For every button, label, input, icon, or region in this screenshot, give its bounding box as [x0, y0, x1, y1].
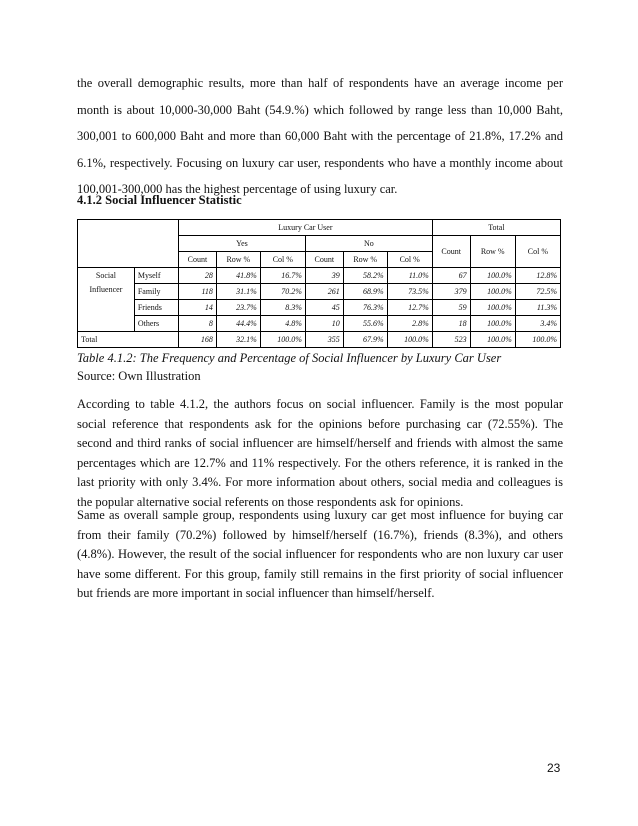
- row-label: Others: [134, 316, 178, 332]
- no-row-pct-cell: 76.3%: [343, 300, 387, 316]
- no-row-pct-cell: 58.2%: [343, 268, 387, 284]
- total-row-pct-cell: 100.0%: [470, 284, 515, 300]
- total-col-pct-cell: 11.3%: [515, 300, 560, 316]
- yes-col-pct-header: Col %: [260, 252, 305, 268]
- row-group-label-line-2: Influencer: [89, 285, 123, 294]
- table-row: [78, 316, 561, 332]
- yes-count-cell: 28: [179, 268, 217, 284]
- total-row-pct-cell: 100.0%: [470, 268, 515, 284]
- yes-col-pct-cell: 4.8%: [260, 316, 305, 332]
- no-col-pct-cell: 100.0%: [387, 332, 432, 348]
- no-col-pct-cell: 73.5%: [387, 284, 432, 300]
- yes-row-pct-cell: 23.7%: [216, 300, 260, 316]
- analysis-paragraph: According to table 4.1.2, the authors focus on social influencer. Family is the most popular social reference that respondents ask for the opinions before purchasing car (72.55%). The second and third ranks of social influencer are himself/herself and friends with almost the same percentages which are 12.7% and 11% respectively. For the others reference, it is ranked in the last priority with only 3.4%. For more information about others, social media and colleagues is the popular alternative social referents on those respondents ask for opinions.: [77, 397, 563, 509]
- total-col-pct-cell: 100.0%: [515, 332, 560, 348]
- no-col-pct-cell: 11.0%: [387, 268, 432, 284]
- yes-count-cell: 168: [179, 332, 217, 348]
- table-row: [78, 284, 561, 300]
- table-total-row: [78, 332, 561, 348]
- no-count-cell: 45: [305, 300, 343, 316]
- table-header-row-1: [78, 220, 561, 236]
- no-row-pct-cell: 68.9%: [343, 284, 387, 300]
- no-count-cell: 39: [305, 268, 343, 284]
- total-count-cell: 523: [432, 332, 470, 348]
- page-number: 23: [547, 761, 561, 775]
- yes-header: Yes: [179, 236, 306, 252]
- total-col-pct-cell: 12.8%: [515, 268, 560, 284]
- yes-count-cell: 14: [179, 300, 217, 316]
- table-source: Source: Own Illustration: [77, 369, 201, 383]
- yes-row-pct-cell: 32.1%: [216, 332, 260, 348]
- row-label: Myself: [134, 268, 178, 284]
- total-row-label: Total: [78, 332, 179, 348]
- yes-col-pct-cell: 8.3%: [260, 300, 305, 316]
- total-row-pct-cell: 100.0%: [470, 332, 515, 348]
- empty-corner-cell: [78, 220, 179, 268]
- no-count-cell: 261: [305, 284, 343, 300]
- total-count-cell: 67: [432, 268, 470, 284]
- no-row-pct-header: Row %: [343, 252, 387, 268]
- total-row-pct-cell: 100.0%: [470, 316, 515, 332]
- comparison-paragraph: Same as overall sample group, respondents using luxury car get most influence for buying car from their family (70.2%) followed by himself/herself (16.7%), friends (8.3%), and others (4.8%). However, the result of the social influencer for respondents who are non luxury car user have some different. For this group, family still remains in the first priority of social influencer but friends are more important in social influencer than himself/herself.: [77, 508, 563, 600]
- total-count-cell: 379: [432, 284, 470, 300]
- no-col-pct-cell: 2.8%: [387, 316, 432, 332]
- row-group-label: [78, 268, 135, 332]
- table-row: [78, 268, 561, 284]
- intro-paragraph: the overall demographic results, more than half of respondents have an average income per month is about 10,000-30,000 Baht (54.9.%) which followed by range less than 10,000 Baht, 300,001 to 600,000 Baht and more than 60,000 Baht with the percentage of 21.8%, 17.2% and 6.1%, respectively. Focusing on luxury car user, respondents who have a monthly income about 100,001-300,000 has the highest percentage of using luxury car.: [77, 76, 563, 196]
- yes-row-pct-header: Row %: [216, 252, 260, 268]
- table-row: [78, 300, 561, 316]
- total-count-header: Count: [432, 236, 470, 268]
- yes-col-pct-cell: 16.7%: [260, 268, 305, 284]
- row-label: Friends: [134, 300, 178, 316]
- no-row-pct-cell: 67.9%: [343, 332, 387, 348]
- table-caption: Table 4.1.2: The Frequency and Percentage of Social Influencer by Luxury Car User: [77, 351, 502, 365]
- no-count-header: Count: [305, 252, 343, 268]
- luxury-car-user-header: Luxury Car User: [179, 220, 433, 236]
- total-row-pct-cell: 100.0%: [470, 300, 515, 316]
- total-col-pct-cell: 72.5%: [515, 284, 560, 300]
- no-count-cell: 355: [305, 332, 343, 348]
- no-col-pct-header: Col %: [387, 252, 432, 268]
- total-col-pct-cell: 3.4%: [515, 316, 560, 332]
- row-label: Family: [134, 284, 178, 300]
- yes-count-cell: 118: [179, 284, 217, 300]
- no-row-pct-cell: 55.6%: [343, 316, 387, 332]
- total-header: Total: [432, 220, 560, 236]
- no-col-pct-cell: 12.7%: [387, 300, 432, 316]
- row-group-label-line-1: Social: [95, 271, 116, 280]
- yes-col-pct-cell: 100.0%: [260, 332, 305, 348]
- section-heading: 4.1.2 Social Influencer Statistic: [77, 193, 242, 207]
- no-header: No: [305, 236, 432, 252]
- yes-count-cell: 8: [179, 316, 217, 332]
- yes-row-pct-cell: 44.4%: [216, 316, 260, 332]
- total-count-cell: 59: [432, 300, 470, 316]
- total-row-pct-header: Row %: [470, 236, 515, 268]
- yes-row-pct-cell: 41.8%: [216, 268, 260, 284]
- total-count-cell: 18: [432, 316, 470, 332]
- social-influencer-table: [77, 219, 561, 348]
- total-col-pct-header: Col %: [515, 236, 560, 268]
- no-count-cell: 10: [305, 316, 343, 332]
- yes-row-pct-cell: 31.1%: [216, 284, 260, 300]
- yes-count-header: Count: [179, 252, 217, 268]
- yes-col-pct-cell: 70.2%: [260, 284, 305, 300]
